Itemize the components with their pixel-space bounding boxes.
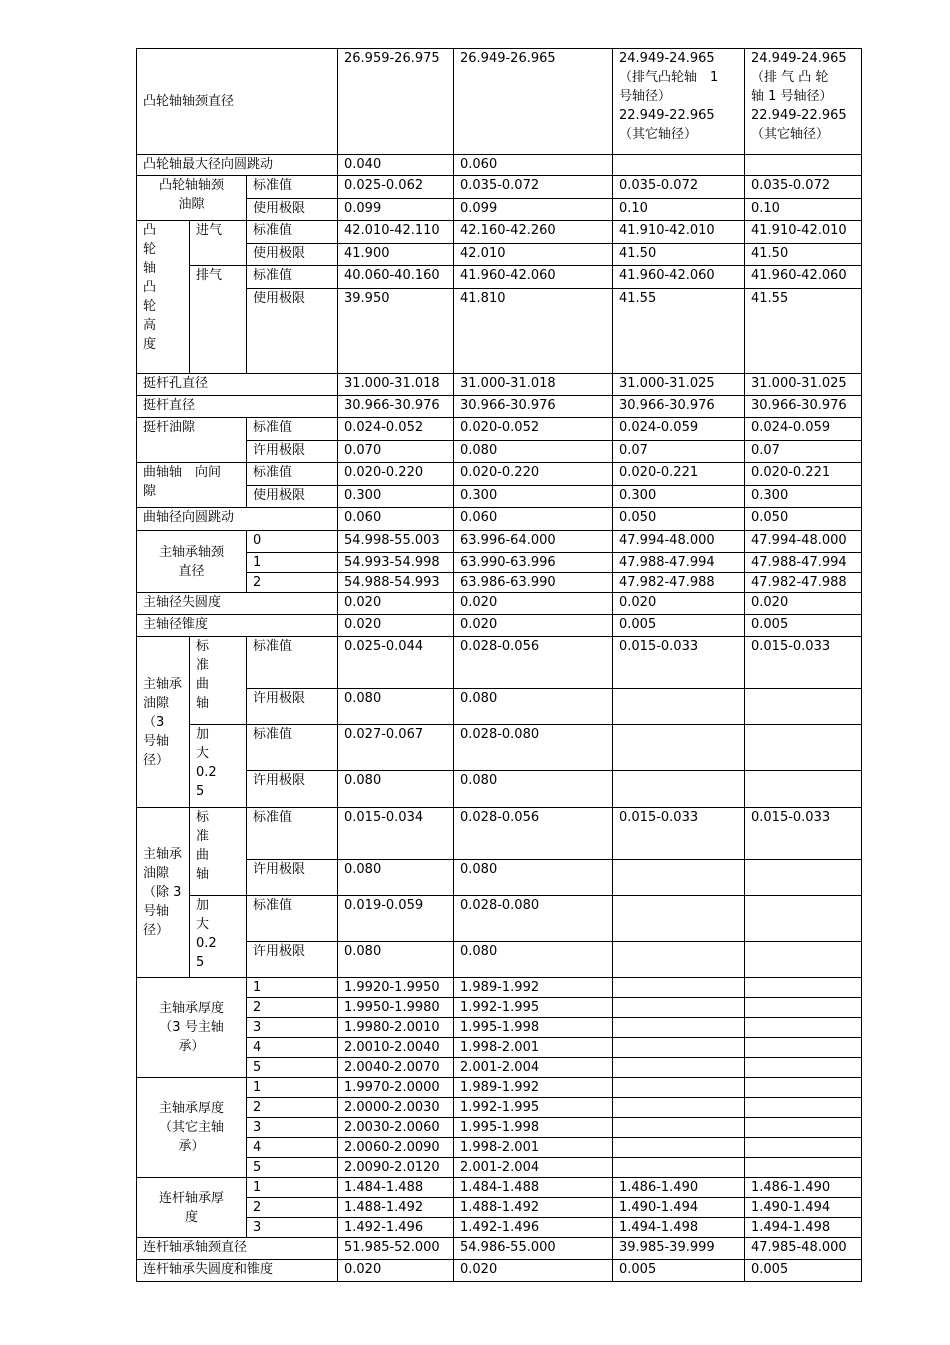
table-cell: 0.025-0.062 [338, 176, 454, 199]
table-cell: 0.020-0.052 [454, 418, 613, 441]
table-cell: 主轴径锥度 [137, 615, 338, 637]
table-cell: 加 大 0.2 5 [190, 725, 247, 808]
table-cell: 1.484-1.488 [454, 1178, 613, 1198]
table-cell: 42.010-42.110 [338, 221, 454, 244]
table-cell [745, 1158, 862, 1178]
table-cell: 24.949-24.965 （排气凸轮轴 1 号轴径） 22.949-22.965 （其它轴径） [613, 49, 745, 155]
table-cell: 1.492-1.496 [338, 1218, 454, 1238]
table-cell [745, 978, 862, 998]
table-cell [745, 1038, 862, 1058]
table-cell: 4 [247, 1038, 338, 1058]
table-cell: 41.910-42.010 [745, 221, 862, 244]
table-cell [613, 725, 745, 771]
table-row [137, 637, 862, 689]
table-cell: 41.50 [745, 244, 862, 266]
table-cell: 许用极限 [247, 860, 338, 896]
table-cell: 连杆轴承厚 度 [137, 1178, 247, 1238]
table-cell: 挺杆孔直径 [137, 374, 338, 396]
table-cell: 51.985-52.000 [338, 1238, 454, 1260]
table-cell: 许用极限 [247, 942, 338, 978]
table-cell [613, 1058, 745, 1078]
table-cell: 0.080 [338, 942, 454, 978]
table-cell: 30.966-30.976 [454, 396, 613, 418]
table-cell: 5 [247, 1058, 338, 1078]
table-cell: 挺杆油隙 [137, 418, 247, 463]
table-cell [745, 771, 862, 808]
table-cell: 26.959-26.975 [338, 49, 454, 155]
table-cell: 0.015-0.033 [745, 808, 862, 860]
table-cell: 39.985-39.999 [613, 1238, 745, 1260]
table-row [137, 1260, 862, 1282]
table-cell: 0.019-0.059 [338, 896, 454, 942]
table-cell: 加 大 0.2 5 [190, 896, 247, 978]
table-cell: 1.494-1.498 [613, 1218, 745, 1238]
table-cell: 0 [247, 531, 338, 553]
table-cell: 26.949-26.965 [454, 49, 613, 155]
table-cell: 41.960-42.060 [613, 266, 745, 289]
table-cell: 30.966-30.976 [745, 396, 862, 418]
table-cell: 0.024-0.059 [745, 418, 862, 441]
table-cell: 0.028-0.056 [454, 808, 613, 860]
table-cell: 0.10 [745, 199, 862, 221]
table-cell: 5 [247, 1158, 338, 1178]
table-cell: 1.9970-2.0000 [338, 1078, 454, 1098]
table-row [137, 808, 862, 860]
table-cell: 0.035-0.072 [613, 176, 745, 199]
table-cell [745, 1018, 862, 1038]
table-cell: 1.998-2.001 [454, 1138, 613, 1158]
table-cell: 0.080 [454, 942, 613, 978]
table-cell: 1.9980-2.0010 [338, 1018, 454, 1038]
table-row [137, 508, 862, 531]
table-cell: 0.099 [454, 199, 613, 221]
table-cell: 54.986-55.000 [454, 1238, 613, 1260]
table-cell: 0.028-0.080 [454, 896, 613, 942]
table-cell: 1.998-2.001 [454, 1038, 613, 1058]
table-cell: 31.000-31.018 [338, 374, 454, 396]
table-cell: 标准值 [247, 266, 338, 289]
table-cell: 2 [247, 573, 338, 593]
table-cell: 41.55 [745, 289, 862, 374]
table-cell: 1.488-1.492 [338, 1198, 454, 1218]
table-cell: 0.020 [338, 615, 454, 637]
table-cell: 24.949-24.965 （排 气 凸 轮 轴 1 号轴径） 22.949-22.965 （其它轴径） [745, 49, 862, 155]
table-cell: 0.024-0.059 [613, 418, 745, 441]
table-cell: 63.986-63.990 [454, 573, 613, 593]
table-row [137, 978, 862, 998]
table-cell: 4 [247, 1138, 338, 1158]
table-cell: 0.070 [338, 441, 454, 463]
table-cell: 0.025-0.044 [338, 637, 454, 689]
table-cell: 39.950 [338, 289, 454, 374]
spec-table [136, 48, 862, 1282]
table-row [137, 396, 862, 418]
table-cell [745, 1138, 862, 1158]
table-cell [613, 896, 745, 942]
table-cell [745, 1058, 862, 1078]
table-cell: 0.020 [454, 593, 613, 615]
table-row [137, 1238, 862, 1260]
table-cell: 主轴承 油隙 （除 3 号轴 径） [137, 808, 190, 978]
table-cell: 标准值 [247, 176, 338, 199]
table-row [137, 221, 862, 244]
table-cell: 0.015-0.033 [613, 637, 745, 689]
table-row [137, 615, 862, 637]
table-cell: 0.015-0.033 [745, 637, 862, 689]
table-cell [745, 689, 862, 725]
table-cell: 2.0060-2.0090 [338, 1138, 454, 1158]
table-cell: 0.020 [338, 1260, 454, 1282]
table-cell: 1.484-1.488 [338, 1178, 454, 1198]
table-cell [613, 1138, 745, 1158]
table-cell: 进气 [190, 221, 247, 266]
table-cell: 标 准 曲 轴 [190, 808, 247, 896]
table-cell [613, 1158, 745, 1178]
table-cell: 47.988-47.994 [745, 553, 862, 573]
table-cell: 主轴承 油隙（3 号轴 径） [137, 637, 190, 808]
table-cell [613, 998, 745, 1018]
table-cell: 63.996-64.000 [454, 531, 613, 553]
table-cell: 连杆轴承轴颈直径 [137, 1238, 338, 1260]
table-cell: 0.080 [338, 689, 454, 725]
table-cell: 0.10 [613, 199, 745, 221]
table-cell: 标准值 [247, 463, 338, 486]
table-cell: 1.995-1.998 [454, 1018, 613, 1038]
table-cell: 0.024-0.052 [338, 418, 454, 441]
table-cell: 0.020 [613, 593, 745, 615]
table-cell [613, 771, 745, 808]
table-cell: 41.810 [454, 289, 613, 374]
table-cell: 使用极限 [247, 244, 338, 266]
table-cell: 0.300 [745, 486, 862, 508]
table-cell: 42.160-42.260 [454, 221, 613, 244]
table-cell: 3 [247, 1018, 338, 1038]
table-cell: 0.020 [454, 615, 613, 637]
table-cell: 41.55 [613, 289, 745, 374]
table-cell: 曲轴轴 向间 隙 [137, 463, 247, 508]
table-cell: 1.989-1.992 [454, 1078, 613, 1098]
table-cell [745, 725, 862, 771]
spec-table-body [137, 49, 862, 1282]
table-cell: 主轴承厚度 （其它主轴 承） [137, 1078, 247, 1178]
table-cell: 41.910-42.010 [613, 221, 745, 244]
table-cell: 1.486-1.490 [745, 1178, 862, 1198]
table-row [137, 1078, 862, 1098]
table-cell: 0.005 [745, 615, 862, 637]
table-cell: 1.9920-1.9950 [338, 978, 454, 998]
table-cell: 标准值 [247, 808, 338, 860]
table-cell: 0.020 [454, 1260, 613, 1282]
table-cell: 凸轮轴轴颈直径 [137, 49, 338, 155]
table-cell: 41.50 [613, 244, 745, 266]
table-row [137, 155, 862, 176]
table-cell [745, 1118, 862, 1138]
table-cell: 0.020-0.220 [454, 463, 613, 486]
table-cell: 1.989-1.992 [454, 978, 613, 998]
table-cell: 1.488-1.492 [454, 1198, 613, 1218]
table-row [137, 896, 862, 942]
table-cell: 0.07 [745, 441, 862, 463]
table-row [137, 49, 862, 155]
table-cell: 0.060 [454, 155, 613, 176]
table-cell: 63.990-63.996 [454, 553, 613, 573]
table-cell [613, 1078, 745, 1098]
table-cell: 0.080 [454, 689, 613, 725]
table-cell: 0.080 [454, 860, 613, 896]
table-cell: 0.028-0.080 [454, 725, 613, 771]
table-cell: 0.040 [338, 155, 454, 176]
table-cell: 0.300 [338, 486, 454, 508]
table-cell: 1.490-1.494 [745, 1198, 862, 1218]
table-cell: 2 [247, 1198, 338, 1218]
table-cell: 使用极限 [247, 289, 338, 374]
table-cell: 许用极限 [247, 441, 338, 463]
table-cell: 30.966-30.976 [338, 396, 454, 418]
table-cell: 2.0040-2.0070 [338, 1058, 454, 1078]
table-cell: 1 [247, 1178, 338, 1198]
table-row [137, 266, 862, 289]
table-cell: 许用极限 [247, 689, 338, 725]
table-cell: 0.080 [454, 771, 613, 808]
table-cell: 47.988-47.994 [613, 553, 745, 573]
table-row [137, 176, 862, 199]
table-cell: 主轴径失圆度 [137, 593, 338, 615]
table-cell: 1.995-1.998 [454, 1118, 613, 1138]
table-cell: 41.960-42.060 [745, 266, 862, 289]
table-cell: 标准值 [247, 221, 338, 244]
table-cell: 31.000-31.025 [613, 374, 745, 396]
table-cell: 使用极限 [247, 199, 338, 221]
table-cell: 1.486-1.490 [613, 1178, 745, 1198]
table-cell [613, 860, 745, 896]
table-cell: 0.060 [338, 508, 454, 531]
table-cell: 0.005 [613, 615, 745, 637]
table-cell: 0.080 [338, 771, 454, 808]
table-cell: 3 [247, 1218, 338, 1238]
table-cell: 31.000-31.018 [454, 374, 613, 396]
table-cell: 0.005 [613, 1260, 745, 1282]
table-cell: 30.966-30.976 [613, 396, 745, 418]
table-cell [745, 1098, 862, 1118]
table-cell: 凸 轮 轴 凸 轮 高 度 [137, 221, 190, 374]
table-cell [613, 1038, 745, 1058]
table-row [137, 1178, 862, 1198]
table-cell [613, 689, 745, 725]
table-cell: 2.0010-2.0040 [338, 1038, 454, 1058]
table-cell: 0.300 [613, 486, 745, 508]
table-cell: 2.001-2.004 [454, 1058, 613, 1078]
table-cell: 41.960-42.060 [454, 266, 613, 289]
table-cell [613, 1098, 745, 1118]
table-cell: 0.300 [454, 486, 613, 508]
table-cell: 31.000-31.025 [745, 374, 862, 396]
table-cell: 42.010 [454, 244, 613, 266]
table-cell: 0.005 [745, 1260, 862, 1282]
table-cell: 0.099 [338, 199, 454, 221]
table-cell: 许用极限 [247, 771, 338, 808]
table-row [137, 531, 862, 553]
table-cell: 标 准 曲 轴 [190, 637, 247, 725]
table-cell: 标准值 [247, 418, 338, 441]
table-cell: 40.060-40.160 [338, 266, 454, 289]
table-cell [745, 1078, 862, 1098]
table-cell: 0.015-0.034 [338, 808, 454, 860]
table-cell: 0.050 [613, 508, 745, 531]
table-cell [745, 155, 862, 176]
table-cell [745, 860, 862, 896]
table-cell: 1 [247, 978, 338, 998]
table-cell: 47.985-48.000 [745, 1238, 862, 1260]
table-cell: 2.0000-2.0030 [338, 1098, 454, 1118]
table-row [137, 374, 862, 396]
table-cell: 1 [247, 553, 338, 573]
table-cell: 54.988-54.993 [338, 573, 454, 593]
table-cell: 0.020 [338, 593, 454, 615]
table-cell: 主轴承厚度 （3 号主轴 承） [137, 978, 247, 1078]
table-cell: 使用极限 [247, 486, 338, 508]
table-cell: 1.494-1.498 [745, 1218, 862, 1238]
table-row [137, 463, 862, 486]
table-cell [613, 1118, 745, 1138]
table-row [137, 725, 862, 771]
table-cell: 连杆轴承失圆度和锥度 [137, 1260, 338, 1282]
table-cell: 标准值 [247, 896, 338, 942]
table-cell [745, 942, 862, 978]
table-cell: 1.9950-1.9980 [338, 998, 454, 1018]
table-cell: 54.993-54.998 [338, 553, 454, 573]
table-cell: 47.994-48.000 [745, 531, 862, 553]
table-row [137, 593, 862, 615]
table-cell: 3 [247, 1118, 338, 1138]
table-row [137, 418, 862, 441]
table-cell: 0.027-0.067 [338, 725, 454, 771]
table-cell: 凸轮轴轴颈 油隙 [137, 176, 247, 221]
table-cell: 47.982-47.988 [613, 573, 745, 593]
table-cell [613, 1018, 745, 1038]
table-cell: 挺杆直径 [137, 396, 338, 418]
table-cell: 1 [247, 1078, 338, 1098]
table-cell: 0.020-0.221 [745, 463, 862, 486]
table-cell: 1.490-1.494 [613, 1198, 745, 1218]
table-cell: 41.900 [338, 244, 454, 266]
table-cell [745, 998, 862, 1018]
table-cell: 2 [247, 1098, 338, 1118]
table-cell: 0.035-0.072 [454, 176, 613, 199]
table-cell [613, 978, 745, 998]
table-cell: 0.035-0.072 [745, 176, 862, 199]
table-cell: 1.992-1.995 [454, 998, 613, 1018]
table-cell: 0.028-0.056 [454, 637, 613, 689]
table-cell: 0.020 [745, 593, 862, 615]
table-cell: 0.080 [338, 860, 454, 896]
table-cell: 主轴承轴颈 直径 [137, 531, 247, 593]
table-cell: 47.994-48.000 [613, 531, 745, 553]
table-cell [613, 155, 745, 176]
table-cell: 0.060 [454, 508, 613, 531]
table-cell: 2.0090-2.0120 [338, 1158, 454, 1178]
table-cell [613, 942, 745, 978]
table-cell: 0.050 [745, 508, 862, 531]
table-cell: 标准值 [247, 725, 338, 771]
table-cell: 0.020-0.221 [613, 463, 745, 486]
table-cell [745, 896, 862, 942]
table-cell: 2.0030-2.0060 [338, 1118, 454, 1138]
table-cell: 54.998-55.003 [338, 531, 454, 553]
table-cell: 排气 [190, 266, 247, 374]
table-cell: 47.982-47.988 [745, 573, 862, 593]
table-cell: 标准值 [247, 637, 338, 689]
table-cell: 凸轮轴最大径向圆跳动 [137, 155, 338, 176]
table-cell: 1.492-1.496 [454, 1218, 613, 1238]
table-cell: 2 [247, 998, 338, 1018]
table-cell: 0.015-0.033 [613, 808, 745, 860]
table-cell: 0.07 [613, 441, 745, 463]
table-cell: 0.080 [454, 441, 613, 463]
table-cell: 0.020-0.220 [338, 463, 454, 486]
table-cell: 曲轴径向圆跳动 [137, 508, 338, 531]
table-cell: 1.992-1.995 [454, 1098, 613, 1118]
table-cell: 2.001-2.004 [454, 1158, 613, 1178]
